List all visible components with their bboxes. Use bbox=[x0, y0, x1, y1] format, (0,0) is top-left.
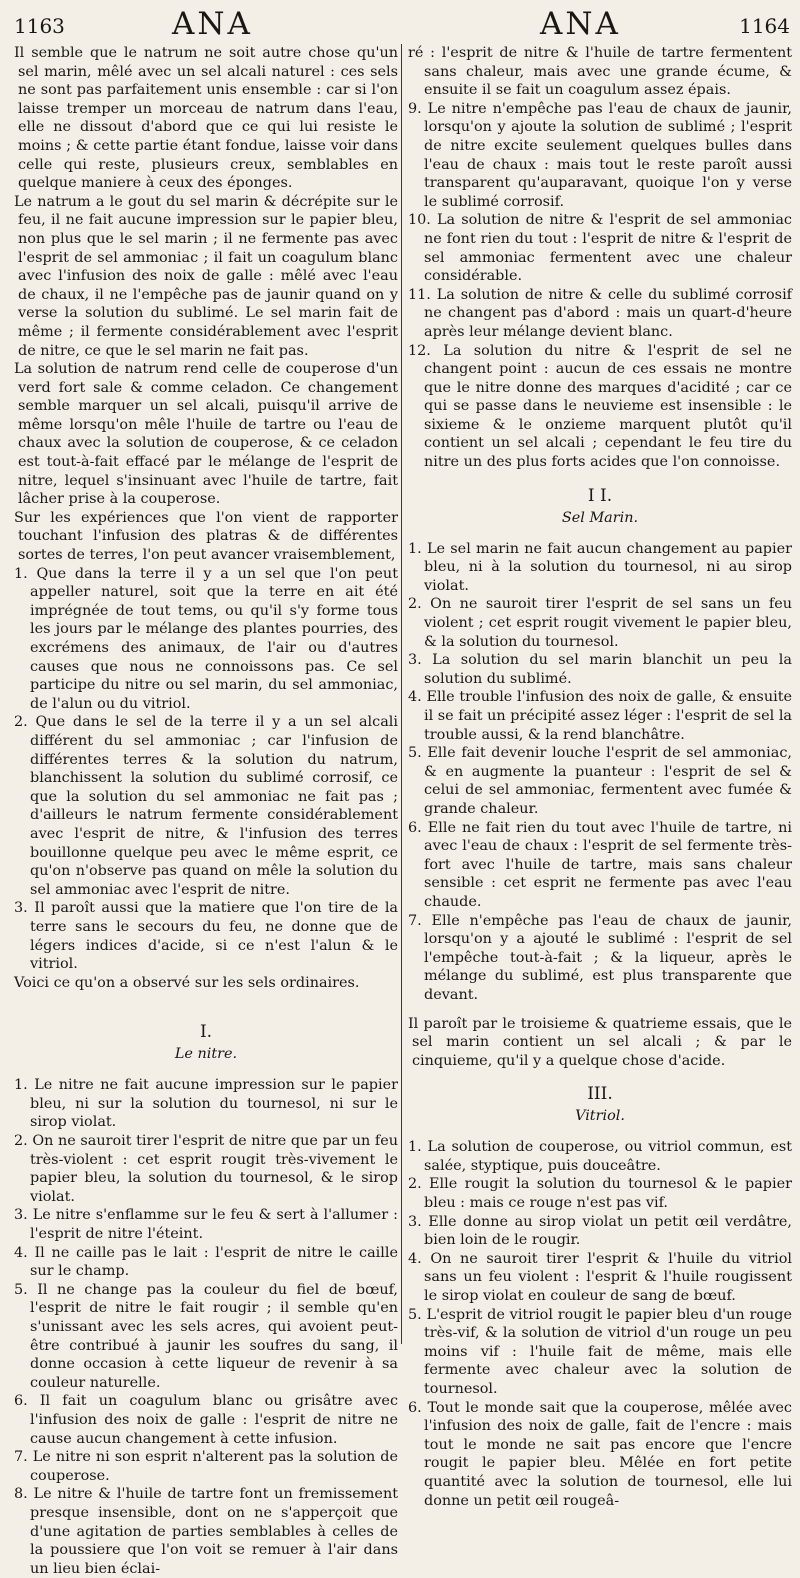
paragraph: Il paroît par le troisieme & quatrieme essais, que le sel marin contient un sel alcali ; & par le cinquieme, qu'il y a quelque chose d'acide. bbox=[408, 1015, 792, 1069]
list-item: 5. Il ne change pas la couleur du fiel de bœuf, l'esprit de nitre le fait rougir ; il semble qu'en s'unissant avec les sels acres, qui avoient peut-être contribué à jaunir les soufres du sang, il donne occasion à cette liqueur de revenir à sa couleur naturelle. bbox=[14, 1281, 398, 1391]
list-item: 7. Elle n'empêche pas l'eau de chaux de jaunir, lorsqu'on y a ajouté le sublimé : l'esprit de sel l'empêche tout-à-fait ; & la liqueur, après le mélange du sublimé, est plus transparente que devant. bbox=[408, 912, 792, 1003]
list-item: 1. Le nitre ne fait aucune impression sur le papier bleu, ni sur la solution du tournesol, ni sur le sirop violat. bbox=[14, 1077, 398, 1131]
list-item: 2. Que dans le sel de la terre il y a un sel alcali différent du sel ammoniac ; car l'infusion de différentes terres & la solution du natrum, blanchissent la solution du sublimé corrosif, ce que la solution du sel ammoniac ne fait pas ; d'ailleurs le natrum fermente considérablement avec l'esprit de nitre, & l'infusion des terres bouillonne quelque peu avec le même esprit, ce qu'on n'observe pas quand on mêle la solution du sel ammoniac avec l'esprit de nitre. bbox=[14, 714, 398, 898]
running-header bbox=[0, 4, 800, 42]
right-running-head: ANA bbox=[540, 6, 621, 42]
section-title: Sel Marin. bbox=[561, 509, 639, 526]
list-item: 6. Elle ne fait rien du tout avec l'huile de tartre, ni avec l'eau de chaux : l'esprit de sel fermente très-fort avec l'huile de tartre, mais sans chaleur sensible : cet esprit ne fermente pas avec l'eau chaude. bbox=[408, 819, 792, 910]
paragraph: Sur les expériences que l'on vient de rapporter touchant l'infusion des platras & de différentes sortes de terres, l'on peut avancer vraisemblement, bbox=[14, 509, 398, 564]
list-item: 5. Elle fait devenir louche l'esprit de sel ammoniac, & en augmente la puanteur : l'esprit de sel & celui de sel ammoniac, fermentent avec fumée & grande chaleur. bbox=[408, 745, 792, 817]
list-item: 12. La solution du nitre & l'esprit de sel ne changent point : aucun de ces essais ne montre que le nitre donne des marques d'acidité ; car ce qui se passe dans le neuvieme est insensible : le sixieme & le onzieme marquent plutôt qu'il contient un sel alcali ; cependant le feu tire du nitre un des plus forts acides que l'on connoisse. bbox=[408, 342, 792, 471]
continued-text: ré : l'esprit de nitre & l'huile de tartre fermentent sans chaleur, mais avec une grande écume, & ensuite il se fait un coagulum assez épais. bbox=[408, 45, 792, 99]
section-number: III. bbox=[587, 1084, 613, 1105]
paragraph: Le natrum a le gout du sel marin & décrépite sur le feu, il ne fait aucune impression sur le papier bleu, non plus que le sel marin ; il ne fermente pas avec l'esprit de sel ammoniac ; il fait un coagulum blanc avec l'infusion des noix de galle : mêlé avec l'eau de chaux, il ne l'empêche pas de jaunir quand on y verse la solution du sublimé. Le sel marin fait de même ; il fermente considérablement avec l'esprit de nitre, ce que le sel marin ne fait pas. bbox=[14, 193, 398, 359]
left-running-head: ANA bbox=[172, 6, 253, 42]
section-number: I I. bbox=[587, 485, 613, 506]
paragraph: La solution de natrum rend celle de couperose d'un verd fort sale & comme celadon. Ce changement semble marquer un sel alcali, puisqu'il arrive de même lorsqu'on mêle l'huile de tartre ou l'eau de chaux avec la solution de couperose, & ce celadon est tout-à-fait effacé par le mélange de l'esprit de nitre, lequel s'insinuant avec l'huile de tartre, fait lâcher prise à la couperose. bbox=[14, 361, 398, 508]
paragraph: Il semble que le natrum ne soit autre chose qu'un sel marin, mêlé avec un sel alcali naturel : ces sels ne sont pas parfaitement unis ensemble : car si l'on laisse tremper un morceau de natrum dans l'eau, elle ne dissout d'abord que ce qui lui resiste le moins ; & cette partie étant fondue, laisse voir dans celle qui reste, plusieurs creux, semblables en quelque maniere à ceux des éponges. bbox=[14, 45, 398, 192]
paragraph: Voici ce qu'on a observé sur les sels ordinaires. bbox=[14, 974, 360, 991]
list-item: 3. Le nitre s'enflamme sur le feu & sert à l'allumer : l'esprit de nitre l'éteint. bbox=[14, 1207, 398, 1243]
list-item: 2. On ne sauroit tirer l'esprit de sel sans un feu violent ; cet esprit rougit vivement le papier bleu, & la solution du tournesol. bbox=[408, 596, 792, 650]
spacer bbox=[408, 1005, 792, 1015]
list-item: 10. La solution de nitre & l'esprit de sel ammoniac ne font rien du tout : l'esprit de nitre & l'esprit de sel ammoniac fermentent avec une chaleur considérable. bbox=[408, 212, 792, 285]
list-item: 6. Il fait un coagulum blanc ou grisâtre avec l'infusion des noix de galle : l'esprit de nitre ne cause aucun changement à cette infusion. bbox=[14, 1393, 398, 1447]
list-item: 5. L'esprit de vitriol rougit le papier bleu d'un rouge très-vif, & la solution de vitriol d'un rouge un peu moins vif : l'huile fait de même, mais elle fermente avec chaleur avec la solution de tournesol. bbox=[408, 1306, 792, 1397]
list-item: 4. Elle trouble l'infusion des noix de galle, & ensuite il se fait un précipité assez léger : l'esprit de sel la trouble aussi, & la rend blanchâtre. bbox=[408, 689, 793, 743]
left-page-number: 1163 bbox=[14, 14, 65, 38]
list-item: 8. Le nitre & l'huile de tartre font un fremissement presque insensible, dont on ne s'apperçoit que d'une agitation de parties semblables à celles de la poussiere que l'on voit se remuer à l'air dans un lieu bien éclai- bbox=[14, 1486, 398, 1577]
list-item: 3. Il paroît aussi que la matiere que l'on tire de la terre sans le secours du feu, ne donne que de légers indices d'acide, si ce n'est l'alun & le vitriol. bbox=[14, 900, 398, 973]
list-item: 4. On ne sauroit tirer l'esprit & l'huile du vitriol sans un feu violent : l'esprit & l'huile rougissent le sirop violat en couleur de sang de bœuf. bbox=[408, 1250, 792, 1305]
left-column bbox=[14, 44, 398, 1578]
list-item: 1. Que dans la terre il y a un sel que l'on peut appeller naturel, soit que la terre en ait été imprégnée de tout tems, ou qu'il s'y forme tous les jours par le mélange des plantes pourries, des excrémens des animaux, de l'air ou d'autres causes que nous ne connoissons pas. Ce sel participe du nitre ou sel marin, du sel ammoniac, de l'alun ou du vitriol. bbox=[14, 565, 398, 712]
section-number: I. bbox=[199, 1022, 213, 1043]
list-item: 1. Le sel marin ne fait aucun changement au papier bleu, ni à la solution du tournesol, ni au sirop violat. bbox=[408, 540, 792, 594]
right-page-number: 1164 bbox=[739, 14, 790, 38]
section-title: Vitriol. bbox=[575, 1108, 625, 1125]
list-item: 3. La solution du sel marin blanchit un peu la solution du sublimé. bbox=[408, 652, 792, 687]
list-item: 9. Le nitre n'empêche pas l'eau de chaux de jaunir, lorsqu'on y ajoute la solution de sublimé ; l'esprit de nitre excite seulement quelques bulles dans l'eau de chaux : mais tout le reste paroît aussi transparent qu'auparavant, quoique l'on y verse le sublimé corrosif. bbox=[408, 100, 792, 210]
list-item: 3. Elle donne au sirop violat un petit œil verdâtre, bien loin de le rougir. bbox=[408, 1213, 792, 1249]
list-item: 7. Le nitre ni son esprit n'alterent pas la solution de couperose. bbox=[14, 1449, 398, 1484]
section-title: Le nitre. bbox=[174, 1046, 238, 1063]
list-item: 2. Elle rougit la solution du tournesol & le papier bleu : mais ce rouge n'est pas vif. bbox=[408, 1176, 792, 1212]
list-item: 4. Il ne caille pas le lait : l'esprit de nitre le caille sur le champ. bbox=[14, 1244, 398, 1280]
column-divider bbox=[401, 44, 402, 1344]
list-item: 6. Tout le monde sait que la couperose, mêlée avec l'infusion des noix de galle, fait de l'encre : mais tout le monde ne sait pas encore que l'encre rougit le papier bleu. Mêlée en fort petite quantité avec la solution de tournesol, elle lui donne un petit œil rougeâ- bbox=[408, 1399, 792, 1509]
right-column bbox=[408, 44, 792, 1510]
list-item: 11. La solution de nitre & celle du sublimé corrosif ne changent pas d'abord : mais un quart-d'heure après leur mélange devient blanc. bbox=[408, 286, 792, 340]
list-item: 2. On ne sauroit tirer l'esprit de nitre que par un feu très-violent : cet esprit rougit très-vivement le papier bleu, la solution du tournesol, & le sirop violat. bbox=[14, 1133, 398, 1205]
list-item: 1. La solution de couperose, ou vitriol commun, est salée, styptique, puis douceâtre. bbox=[408, 1139, 792, 1174]
